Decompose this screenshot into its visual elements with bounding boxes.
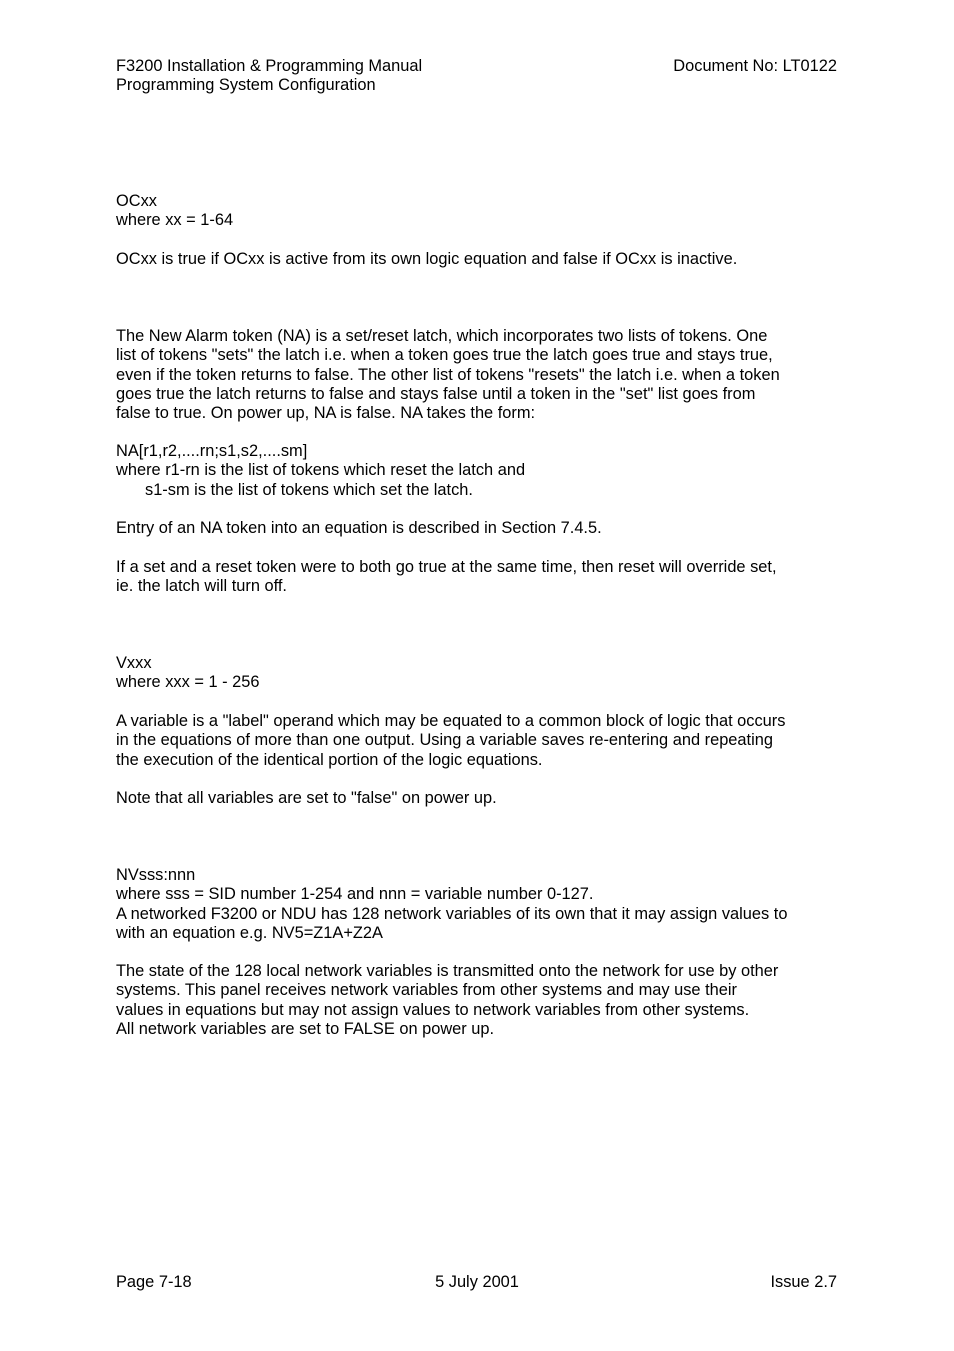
text-line: All network variables are set to FALSE on power up. — [116, 1019, 495, 1038]
footer-page: Page 7-18 — [116, 1273, 192, 1291]
nv-paragraph — [116, 962, 846, 1039]
v-note — [116, 789, 846, 808]
section-title: Programming System Configuration — [116, 76, 376, 95]
oc-syntax — [116, 192, 846, 231]
text-line: systems. This panel receives network variables from other systems and may use their — [116, 981, 737, 1000]
text-line: where sss = SID number 1-254 and nnn = variable number 0-127. — [116, 885, 594, 904]
v-paragraph — [116, 712, 846, 770]
text-line: Entry of an NA token into an equation is described in Section 7.4.5. — [116, 519, 602, 537]
text-line: The state of the 128 local network variables is transmitted onto the network for use by other — [116, 962, 779, 980]
text-line: NA[r1,r2,....rn;s1,s2,....sm] — [116, 442, 308, 460]
text-line: with an equation e.g. NV5=Z1A+Z2A — [116, 923, 383, 942]
document-number: Document No: LT0122 — [673, 57, 837, 75]
text-line: A networked F3200 or NDU has 128 network variables of its own that it may assign values to — [116, 904, 788, 923]
text-line: the execution of the identical portion of the logic equations. — [116, 750, 543, 769]
na-override — [116, 558, 846, 597]
text-line: values in equations but may not assign values to network variables from other systems. — [116, 1000, 750, 1019]
text-line: in the equations of more than one output. Using a variable saves re-entering and repeating — [116, 731, 773, 750]
v-syntax — [116, 654, 846, 693]
text-line: ie. the latch will turn off. — [116, 577, 287, 596]
text-line: list of tokens "sets" the latch i.e. when a token goes true the latch goes true and stays true, — [116, 346, 773, 365]
na-form — [116, 442, 846, 500]
text-line: even if the token returns to false. The other list of tokens "resets" the latch i.e. when a token — [116, 365, 780, 384]
nv-syntax — [116, 866, 846, 943]
text-line: where xx = 1-64 — [116, 211, 234, 230]
text-line: OCxx is true if OCxx is active from its own logic equation and false if OCxx is inactive. — [116, 250, 738, 268]
manual-title: F3200 Installation & Programming Manual — [116, 57, 423, 75]
text-line: OCxx — [116, 192, 157, 210]
na-entry — [116, 519, 846, 538]
text-line: s1-sm is the list of tokens which set the latch. — [145, 480, 473, 499]
text-line: NVsss:nnn — [116, 866, 196, 884]
text-line: where xxx = 1 - 256 — [116, 673, 260, 692]
footer-date: 5 July 2001 — [435, 1273, 519, 1291]
text-line: Note that all variables are set to "false" on power up. — [116, 789, 497, 807]
text-line: A variable is a "label" operand which may be equated to a common block of logic that occurs — [116, 712, 786, 730]
footer-issue: Issue 2.7 — [770, 1273, 837, 1291]
text-line: If a set and a reset token were to both go true at the same time, then reset will override set, — [116, 558, 777, 576]
na-paragraph — [116, 327, 846, 423]
text-line: Vxxx — [116, 654, 152, 672]
text-line: goes true the latch returns to false and stays false until a token in the "set" list goes from — [116, 384, 756, 403]
oc-description — [116, 250, 846, 269]
text-line: where r1-rn is the list of tokens which reset the latch and — [116, 461, 526, 480]
text-line: false to true. On power up, NA is false. NA takes the form: — [116, 404, 536, 423]
text-line: The New Alarm token (NA) is a set/reset latch, which incorporates two lists of tokens. One — [116, 327, 768, 345]
